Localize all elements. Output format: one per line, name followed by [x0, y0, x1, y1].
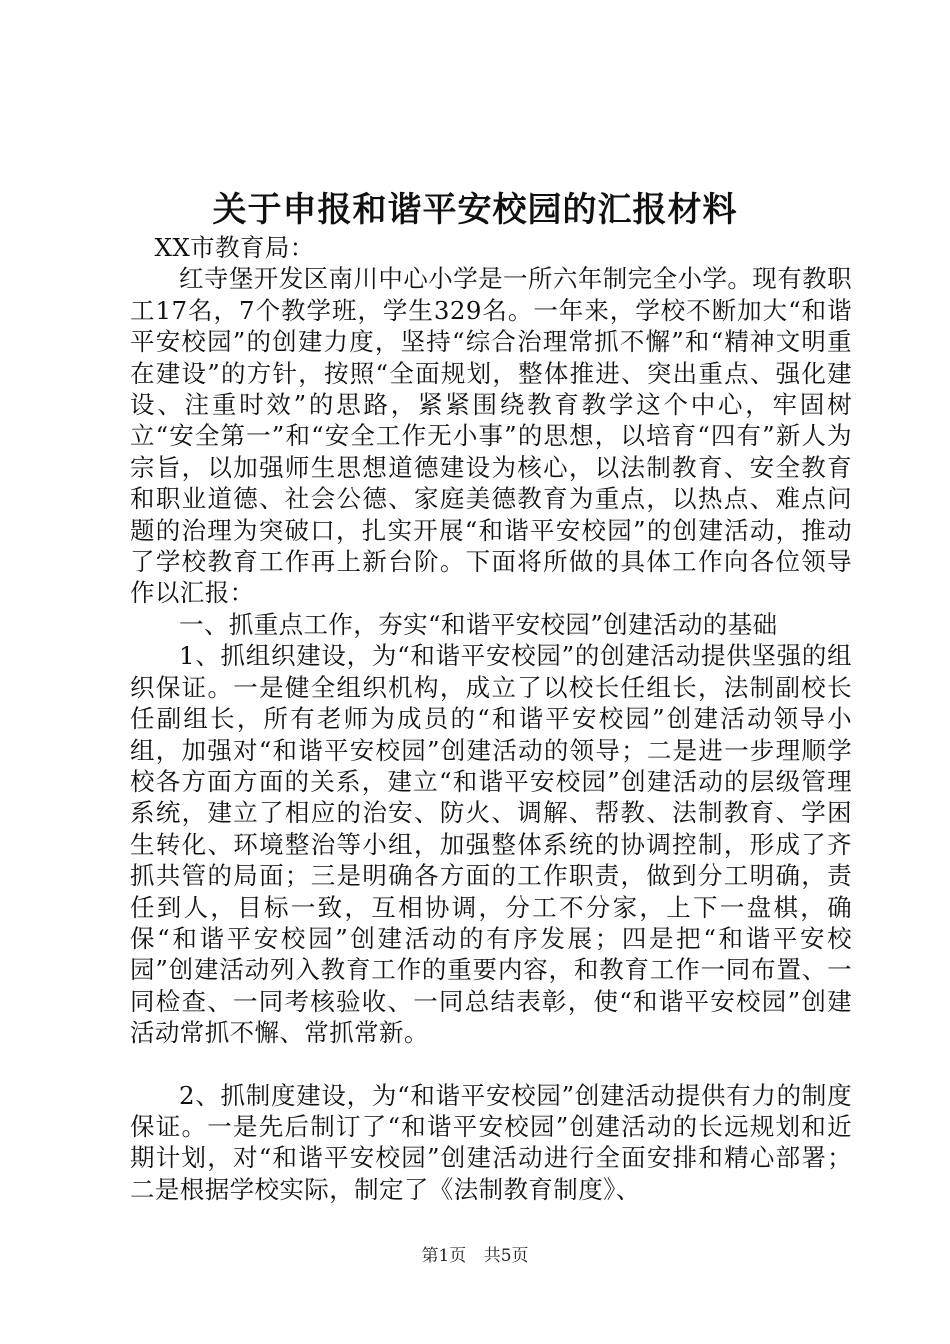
- paragraph-system: 2、抓制度建设，为“和谐平安校园”创建活动提供有力的制度保证。一是先后制订了“和谐平安校园”创建活动的长远规划和近期计划，对“和谐平安校园”创建活动进行全面安排和精心部署；二是根据学校实际，制定了《法制教育制度》、: [130, 1080, 852, 1204]
- page-footer: [0, 1244, 950, 1268]
- paragraph-intro: 红寺堡开发区南川中心小学是一所六年制完全小学。现有教职工17名，7个教学班，学生329名。一年来，学校不断加大“和谐平安校园”的创建力度，坚持“综合治理常抓不懈”和“精神文明重在建设”的方针，按照“全面规划，整体推进、突出重点、强化建设、注重时效”的思路，紧紧围绕教育教学这个中心，牢固树立“安全第一”和“安全工作无小事”的思想，以培育“四有”新人为宗旨，以加强师生思想道德建设为核心，以法制教育、安全教育和职业道德、社会公德、家庭美德教育为重点，以热点、难点问题的治理为突破口，扎实开展“和谐平安校园”的创建活动，推动了学校教育工作再上新台阶。下面将所做的具体工作向各位领导作以汇报：: [130, 264, 852, 608]
- paragraph-organization: 1、抓组织建设，为“和谐平安校园”的创建活动提供坚强的组织保证。一是健全组织机构，成立了以校长任组长，法制副校长任副组长，所有老师为成员的“和谐平安校园”创建活动领导小组，加强对“和谐平安校园”创建活动的领导；二是进一步理顺学校各方面方面的关系，建立“和谐平安校园”创建活动的层级管理系统，建立了相应的治安、防火、调解、帮教、法制教育、学困生转化、环境整治等小组，加强整体系统的协调控制，形成了齐抓共管的局面；三是明确各方面的工作职责，做到分工明确，责任到人，目标一致，互相协调，分工不分家，上下一盘棋，确保“和谐平安校园”创建活动的有序发展；四是把“和谐平安校园”创建活动列入教育工作的重要内容，和教育工作一同布置、一同检查、一同考核验收、一同总结表彰，使“和谐平安校园”创建活动常抓不懈、常抓常新。: [130, 641, 852, 1048]
- page-number: 第1页: [421, 1246, 467, 1266]
- document-title: 关于申报和谐平安校园的汇报材料: [212, 190, 738, 230]
- salutation: XX市教育局：: [154, 233, 315, 262]
- document-body: [130, 232, 852, 1205]
- page-total: 共5页: [483, 1246, 529, 1266]
- section-heading-1: 一、抓重点工作，夯实“和谐平安校园”创建活动的基础: [179, 609, 778, 639]
